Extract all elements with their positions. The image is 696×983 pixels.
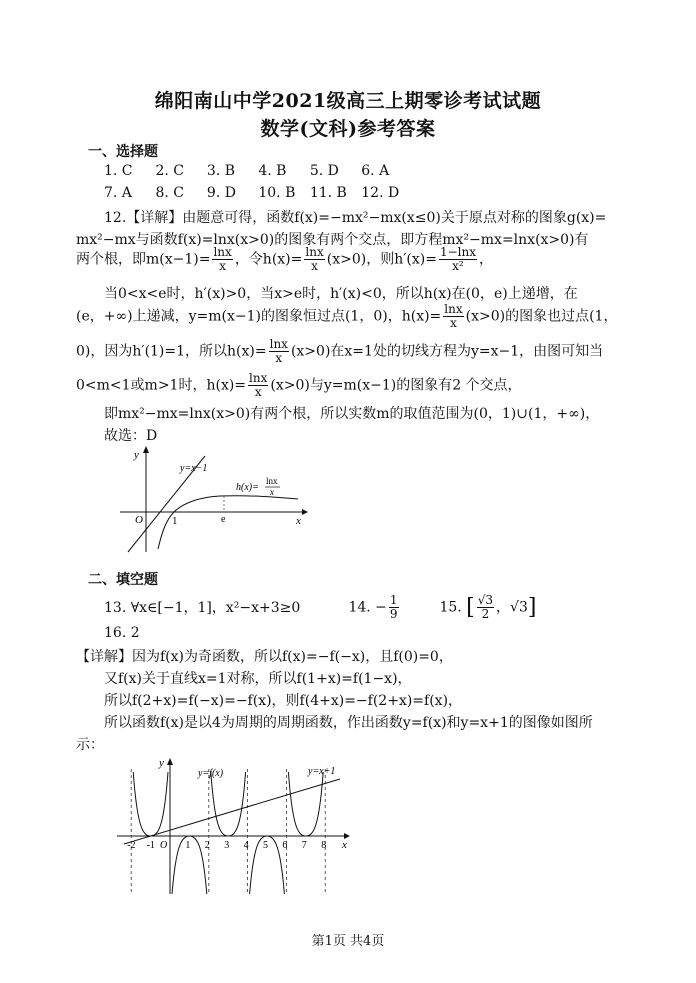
x-tick-label: 7 [301,840,307,851]
line-y-x-plus-1 [124,779,340,844]
answer-15-suffix: ，√3 [496,599,528,616]
q16-line-1: 【详解】因为f(x)为奇函数，所以f(x)=−f(−x)，且f(0)=0， [76,649,453,665]
fill-answers-row: 13. ∀x∈[−1，1]，x²−x+3≥0 14. − $\frac{1}{9}$ 15. [ $\frac{√3}{2}$ ，√3] [104,593,537,621]
x-tick-label: 3 [224,840,230,851]
y-label: y [134,449,139,461]
answer-item: 3. B [206,163,236,179]
answer-item: 9. D [206,185,236,201]
answer-item: 2. C [155,163,184,179]
origin-label: O [135,514,143,526]
x-label: x [296,515,301,527]
x-tick-label: 2 [204,840,210,851]
function-branch [288,772,323,836]
lnx-curve [158,496,298,549]
function-branch [211,772,246,836]
line-label: y=x+1 [308,766,336,777]
answer-item: 5. D [309,163,339,179]
section-fill-heading: 二、填空题 [88,572,158,588]
fx-label: y=f(x) [198,768,224,779]
function-branch [133,772,168,836]
curve-label: h(x)= [236,482,259,493]
answer-16: 16. 2 [104,625,140,641]
x-tick-label: 8 [321,840,327,851]
graph-lnx-over-x [110,444,310,556]
q12-line-3d: ， [478,251,493,268]
answer-item: 10. B [258,185,296,201]
answer-item: 7. A [104,185,132,201]
tick-e: e [221,514,226,525]
answer-item: 8. C [155,185,184,201]
q12-line-7: 0<m<1或m>1时，h(x)= $\frac{\ln x}{x}$ (x>0)与y=m(x−1)的图象有2 个交点， [76,371,522,399]
answer-item: 4. B [258,163,287,179]
q12-line-3 [76,246,493,273]
x-tick-label: 5 [263,840,268,851]
answer-14-prefix: 14. − [348,599,387,616]
q16-line-4: 所以函数f(x)是以4为周期的周期函数，作出函数y=f(x)和y=x+1的图像如图所 [104,715,593,731]
fraction-lnx-over-x: $\frac{\ln x}{x}$ [305,245,324,273]
fraction-derivative: $\frac{1-\ln x}{\text{x²}}$ [439,245,476,273]
page-footer: 第1页 共4页 [311,934,385,949]
x-tick-label: 6 [282,840,288,851]
section-choice-heading: 一、选择题 [88,144,158,160]
q16-line-3: 所以f(2+x)=f(−x)=−f(x)，则f(4+x)=−f(2+x)=f(x)， [104,693,463,709]
page-title: 绵阳南山中学2021级高三上期零诊考试试题 [154,90,542,112]
x-axis-arrow-icon [302,509,308,515]
x-tick-label: -2 [127,840,136,851]
x-label: x [342,839,347,851]
answer-15-prefix: 15. [439,599,462,616]
answer-item: 6. A [361,163,390,179]
x-tick-label: 4 [243,840,249,851]
q12-line-3b: ，令h(x)= [234,251,303,268]
q12-line-9: 故选：D [104,428,158,444]
answer-item: 11. B [309,185,347,201]
asymptote-guides [131,769,325,894]
tangent-label: y=x−1 [180,463,208,474]
q12-line-8: 即mx²−mx=lnx(x>0)有两个根，所以实数m的取值范围为(0，1)∪(1，+∞)， [104,406,600,422]
q12-line-5: (e，+∞)上递减，y=m(x−1)的图象恒过点(1，0)，h(x)= $\frac{\ln x}{x}$ (x>0)的图象也过点(1， [76,302,618,330]
fraction-lnx-over-x: $\frac{\ln x}{x}$ [249,371,268,399]
q12-line-6: 0)，因为h′(1)=1，所以h(x)= $\frac{\ln x}{x}$ (x>0)在x=1处的切线方程为y=x−1，由图可知当 [76,337,604,365]
q16-line-2: 又f(x)关于直线x=1对称，所以f(1+x)=f(1−x)， [104,671,412,687]
answer-13: 13. ∀x∈[−1，1]，x²−x+3≥0 [104,599,301,616]
answer-14-fraction: $\frac{1}{9}$ [389,593,398,621]
y-axis-arrow-icon [143,446,149,453]
q12-line-1: 12.【详解】由题意可得，函数f(x)=−mx²−mx(x≤0)关于原点对称的图象g(x)= [104,210,607,226]
curve-label-num: lnx [266,476,278,486]
fraction-lnx-over-x: $\frac{\ln x}{x}$ [213,245,232,273]
choice-answers-row-2 [104,185,408,201]
q12-line-2: mx²−mx与函数f(x)=lnx(x>0)的图象有两个交点，即方程mx²−mx=lnx(x>0)有 [76,232,589,248]
curve-label-den: x [270,487,274,497]
q12-line-3c: (x>0)，则h′(x)= [326,251,437,268]
q12-line-3a: 两个根，即m(x−1)= [76,251,211,268]
origin-label: O [160,840,168,851]
q12-line-4: 当0<x<e时，h′(x)>0，当x>e时，h′(x)<0，所以h(x)在(0，e)上递增，在 [104,286,578,302]
q16-line-5: 示： [76,737,104,753]
fraction-lnx-over-x: $\frac{\ln x}{x}$ [444,302,463,330]
x-tick-labels [127,840,326,851]
fraction-lnx-over-x: $\frac{\ln x}{x}$ [269,337,288,365]
page-subtitle: 数学(文科)参考答案 [260,118,436,140]
graph-periodic-function [112,754,357,896]
x-tick-label: -1 [146,840,155,851]
x-tick-label: 1 [185,840,191,851]
choice-answers-row-1 [104,163,408,179]
y-axis-arrow-icon [167,758,173,765]
y-label: y [159,757,164,769]
answer-item: 12. D [361,185,400,201]
answer-15-fraction: $\frac{√3}{2}$ [477,593,494,621]
tick-1: 1 [172,515,178,527]
answer-item: 1. C [104,163,133,179]
